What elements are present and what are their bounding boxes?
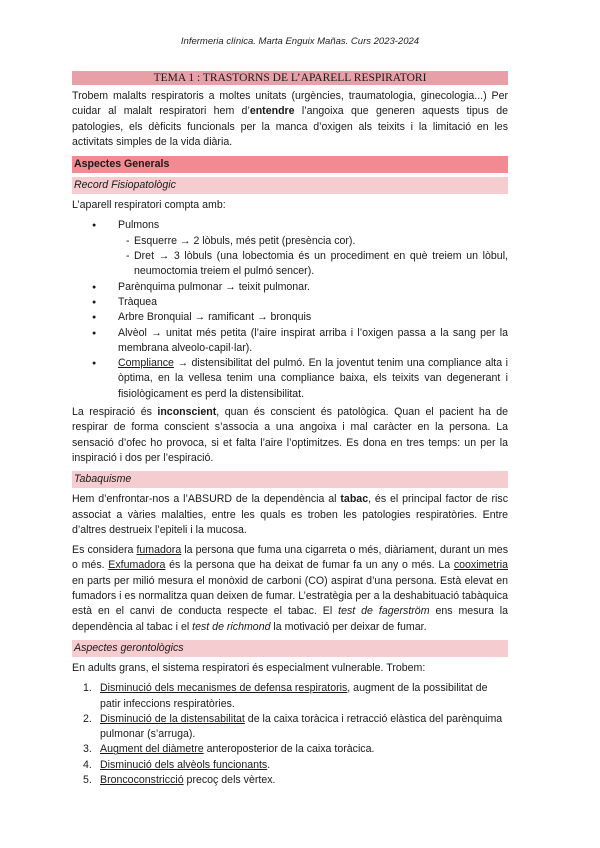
tobacco-paragraph: Hem d’enfrontar-nos a l’ABSURD de la dependència al tabac, és el principal factor de risc associat a vàries malalties, entre les quals es troben les patologies respiratòries. Entre d’altres destrueix l’epiteli i la mucosa. (72, 493, 508, 536)
document-body (72, 71, 508, 788)
section-heading-general: Aspectes Generals (72, 156, 508, 173)
running-header: Infermeria clínica. Marta Enguix Mañas. Curs 2023-2024 (180, 36, 420, 47)
list-item: ● Parènquima pulmonar → teixit pulmonar. (118, 280, 508, 295)
anatomy-list (72, 218, 508, 402)
list-item: ● Tràquea (118, 295, 508, 310)
list-item: 4. Disminució dels alvèols funcionants. (83, 758, 271, 771)
gerontology-list (72, 681, 508, 788)
list-item: 1. Disminució dels mecanismes de defensa respiratoris, augment de la possibilitat de patir infeccions respiratòries. (83, 682, 488, 710)
gerontology-lead: En adults grans, el sistema respiratori és especialment vulnerable. Trobem: (72, 661, 426, 674)
list-item: ● Pulmons - Esquerre → 2 lòbuls, més petit (presència cor). - Dret → 3 lòbuls (una lobectomia és un procediment en què treiem un lòbul, neumoctomia treiem el pulmó sencer). (118, 218, 508, 279)
subheading-gerontologics: Aspectes gerontològics (72, 640, 508, 657)
smoker-definitions-paragraph: Es considera fumadora la persona que fuma una cigarreta o més, diàriament, durant un mes o més. Exfumadora és la persona que ha deixat de fumar fa un any o més. La cooximetria en parts per milió mesura el monòxid de carboni (CO) aspirat d’una persona. Està elevat en fumadors i es normalitza quan deixen de fumar. L’estratègia per a la deshabituació tabàquica està en el canvi de conducta respecte el tabac. El test de fagerström ens mesura la dependència al tabac i el test de richmond la motivació per deixar de fumar. (72, 544, 508, 633)
lung-sublist (118, 234, 508, 280)
list-item: 2. Disminució de la distensabilitat de la caixa toràcica i retracció elàstica del parènquima pulmonar (s’arruga). (83, 712, 503, 741)
list-item: - Esquerre → 2 lòbuls, més petit (presència cor). (126, 234, 508, 249)
subheading-fisiopatologic: Record Fisiopatològic (72, 177, 508, 194)
subheading-tabaquisme: Tabaquisme (72, 471, 508, 488)
lead-text: L’aparell respiratori compta amb: (72, 199, 226, 212)
list-item: ● Arbre Bronquial → ramificant → bronquis (118, 310, 508, 325)
list-item: - Dret → 3 lòbuls (una lobectomia és un procediment en què treiem un lòbul, neumoctomia treiem el pulmó sencer). (126, 249, 508, 280)
respiration-paragraph: La respiració és inconscient, quan és conscient és patològica. Quan el pacient ha de respirar de forma conscient s’associa a una angoixa i mal caràcter en la persona. La sensació d’ofec ho provoca, si et falta l’aire l’optimitzes. Es dona en tres temps: un per la inspiració i dos per l’espiració. (72, 406, 508, 464)
intro-paragraph: Trobem malalts respiratoris a moltes unitats (urgències, traumatologia, ginecologia...) Per cuidar al malalt respiratori hem d’entendre l’angoixa que generen aquests tipus de patologies, els dèficits funcionals per la manca d’oxigen als teixits i la limitació en les activitats simples de la vida diària. (72, 90, 508, 148)
list-item: ● Compliance → distensibilitat del pulmó. En la joventut tenim una compliance alta i òptima, en la vellesa tenim una compliance baixa, els teixits van degenerant i fisiològicament es perd la distensibilitat. (118, 356, 508, 402)
list-item: 5. Broncoconstricció precoç dels vèrtex. (83, 773, 276, 786)
page-title: TEMA 1 : TRASTORNS DE L’APARELL RESPIRATORI (72, 71, 508, 85)
list-item: 3. Augment del diàmetre anteroposterior de la caixa toràcica. (83, 743, 375, 756)
list-item: ● Alvèol → unitat més petita (l’aire inspirat arriba i l’oxigen passa a la sang per la membrana alveolo-capil·lar). (118, 326, 508, 357)
